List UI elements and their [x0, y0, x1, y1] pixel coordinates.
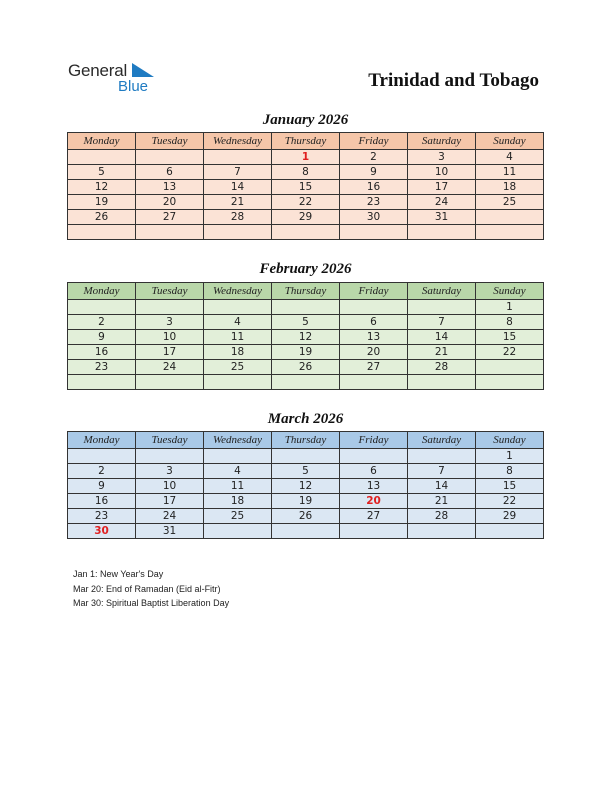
- day-cell: 23: [340, 195, 408, 210]
- day-cell: 20: [340, 345, 408, 360]
- weekday-header: Tuesday: [136, 283, 204, 300]
- week-row: [68, 300, 544, 315]
- day-cell: 11: [204, 479, 272, 494]
- empty-day-cell: [476, 210, 544, 225]
- day-cell: 10: [136, 330, 204, 345]
- empty-day-cell: [136, 225, 204, 240]
- country-title: Trinidad and Tobago: [368, 70, 539, 91]
- day-cell: 16: [340, 180, 408, 195]
- weekday-header: Saturday: [408, 283, 476, 300]
- empty-day-cell: [408, 524, 476, 539]
- empty-day-cell: [272, 449, 340, 464]
- weekday-header: Thursday: [272, 432, 340, 449]
- weekday-header: Monday: [68, 432, 136, 449]
- day-cell: 17: [136, 494, 204, 509]
- day-cell: 24: [136, 360, 204, 375]
- day-cell: 7: [408, 464, 476, 479]
- weekday-header-row: [68, 432, 544, 449]
- weekday-header: Tuesday: [136, 133, 204, 150]
- logo-blue-text: Blue: [118, 78, 149, 95]
- day-cell: 20: [136, 195, 204, 210]
- day-cell: 16: [68, 345, 136, 360]
- weekday-header: Wednesday: [204, 432, 272, 449]
- empty-day-cell: [408, 375, 476, 390]
- day-cell: 19: [272, 494, 340, 509]
- empty-day-cell: [204, 225, 272, 240]
- day-cell: 27: [340, 360, 408, 375]
- weekday-header: Thursday: [272, 133, 340, 150]
- week-row: [68, 165, 544, 180]
- day-cell: 18: [476, 180, 544, 195]
- weekday-header: Saturday: [408, 432, 476, 449]
- day-cell: 21: [408, 345, 476, 360]
- week-row: [68, 479, 544, 494]
- day-cell: 21: [204, 195, 272, 210]
- day-cell: 1: [272, 150, 340, 165]
- day-cell: 23: [68, 509, 136, 524]
- day-cell: 9: [340, 165, 408, 180]
- day-cell: 26: [68, 210, 136, 225]
- day-cell: 4: [204, 464, 272, 479]
- empty-day-cell: [204, 150, 272, 165]
- week-row: [68, 195, 544, 210]
- day-cell: 11: [476, 165, 544, 180]
- empty-day-cell: [204, 449, 272, 464]
- month-title-january: January 2026: [262, 112, 349, 128]
- week-row: [68, 360, 544, 375]
- weekday-header: Monday: [68, 133, 136, 150]
- empty-day-cell: [408, 449, 476, 464]
- day-cell: 31: [408, 210, 476, 225]
- day-cell: 1: [476, 300, 544, 315]
- day-cell: 3: [136, 315, 204, 330]
- day-cell: 19: [272, 345, 340, 360]
- day-cell: 29: [272, 210, 340, 225]
- empty-day-cell: [476, 524, 544, 539]
- empty-day-cell: [136, 150, 204, 165]
- week-row: [68, 449, 544, 464]
- week-row: [68, 509, 544, 524]
- holiday-notes: [73, 567, 229, 611]
- empty-day-cell: [68, 375, 136, 390]
- day-cell: 14: [408, 330, 476, 345]
- empty-day-cell: [136, 375, 204, 390]
- day-cell: 8: [272, 165, 340, 180]
- week-row: [68, 494, 544, 509]
- empty-day-cell: [136, 300, 204, 315]
- week-row: [68, 150, 544, 165]
- day-cell: 21: [408, 494, 476, 509]
- day-cell: 1: [476, 449, 544, 464]
- day-cell: 2: [68, 464, 136, 479]
- day-cell: 8: [476, 464, 544, 479]
- day-cell: 25: [476, 195, 544, 210]
- week-row: [68, 315, 544, 330]
- day-cell: 26: [272, 360, 340, 375]
- day-cell: 25: [204, 509, 272, 524]
- weekday-header-row: [68, 133, 544, 150]
- calendar-march: [67, 431, 544, 539]
- empty-day-cell: [204, 300, 272, 315]
- empty-day-cell: [68, 225, 136, 240]
- day-cell: 5: [272, 464, 340, 479]
- day-cell: 13: [340, 330, 408, 345]
- logo-triangle-icon: [132, 63, 154, 77]
- empty-day-cell: [272, 375, 340, 390]
- weekday-header: Wednesday: [204, 133, 272, 150]
- day-cell: 16: [68, 494, 136, 509]
- weekday-header-row: [68, 283, 544, 300]
- day-cell: 15: [476, 479, 544, 494]
- empty-day-cell: [408, 300, 476, 315]
- holiday-note: Jan 1: New Year's Day: [73, 569, 164, 579]
- day-cell: 2: [68, 315, 136, 330]
- day-cell: 11: [204, 330, 272, 345]
- day-cell: 27: [340, 509, 408, 524]
- day-cell: 18: [204, 345, 272, 360]
- day-cell: 6: [136, 165, 204, 180]
- day-cell: 3: [136, 464, 204, 479]
- empty-day-cell: [68, 300, 136, 315]
- day-cell: 4: [204, 315, 272, 330]
- day-cell: 22: [476, 345, 544, 360]
- day-cell: 17: [136, 345, 204, 360]
- day-cell: 8: [476, 315, 544, 330]
- week-row: [68, 345, 544, 360]
- day-cell: 12: [272, 330, 340, 345]
- day-cell: 22: [476, 494, 544, 509]
- day-cell: 12: [272, 479, 340, 494]
- day-cell: 13: [340, 479, 408, 494]
- day-cell: 13: [136, 180, 204, 195]
- day-cell: 17: [408, 180, 476, 195]
- week-row: [68, 210, 544, 225]
- day-cell: 7: [408, 315, 476, 330]
- empty-day-cell: [340, 449, 408, 464]
- day-cell: 24: [136, 509, 204, 524]
- empty-day-cell: [340, 375, 408, 390]
- weekday-header: Friday: [340, 133, 408, 150]
- day-cell: 27: [136, 210, 204, 225]
- empty-day-cell: [476, 225, 544, 240]
- day-cell: 28: [408, 360, 476, 375]
- day-cell: 26: [272, 509, 340, 524]
- day-cell: 6: [340, 315, 408, 330]
- week-row: [68, 524, 544, 539]
- day-cell: 12: [68, 180, 136, 195]
- day-cell: 30: [68, 524, 136, 539]
- day-cell: 19: [68, 195, 136, 210]
- weekday-header: Sunday: [476, 133, 544, 150]
- empty-day-cell: [272, 225, 340, 240]
- empty-day-cell: [408, 225, 476, 240]
- weekday-header: Sunday: [476, 432, 544, 449]
- empty-day-cell: [272, 524, 340, 539]
- day-cell: 5: [272, 315, 340, 330]
- week-row: [68, 464, 544, 479]
- day-cell: 20: [340, 494, 408, 509]
- day-cell: 7: [204, 165, 272, 180]
- day-cell: 31: [136, 524, 204, 539]
- weekday-header: Saturday: [408, 133, 476, 150]
- weekday-header: Thursday: [272, 283, 340, 300]
- day-cell: 4: [476, 150, 544, 165]
- weekday-header: Tuesday: [136, 432, 204, 449]
- weekday-header: Sunday: [476, 283, 544, 300]
- weekday-header: Friday: [340, 432, 408, 449]
- holiday-note: Mar 30: Spiritual Baptist Liberation Day: [73, 598, 230, 608]
- week-row: [68, 180, 544, 195]
- day-cell: 2: [340, 150, 408, 165]
- week-row: [68, 225, 544, 240]
- weekday-header: Monday: [68, 283, 136, 300]
- day-cell: 24: [408, 195, 476, 210]
- empty-day-cell: [68, 150, 136, 165]
- empty-day-cell: [340, 524, 408, 539]
- calendar-january: [67, 132, 544, 240]
- day-cell: 23: [68, 360, 136, 375]
- empty-day-cell: [476, 360, 544, 375]
- day-cell: 10: [136, 479, 204, 494]
- holiday-note: Mar 20: End of Ramadan (Eid al-Fitr): [73, 583, 221, 594]
- week-row: [68, 330, 544, 345]
- day-cell: 15: [272, 180, 340, 195]
- day-cell: 28: [408, 509, 476, 524]
- empty-day-cell: [136, 449, 204, 464]
- generalblue-logo: [68, 61, 168, 95]
- day-cell: 25: [204, 360, 272, 375]
- empty-day-cell: [340, 300, 408, 315]
- logo-general-text: General: [68, 61, 128, 80]
- day-cell: 6: [340, 464, 408, 479]
- day-cell: 18: [204, 494, 272, 509]
- empty-day-cell: [204, 375, 272, 390]
- weekday-header: Wednesday: [204, 283, 272, 300]
- weekday-header: Friday: [340, 283, 408, 300]
- day-cell: 9: [68, 330, 136, 345]
- empty-day-cell: [476, 375, 544, 390]
- month-title-february: February 2026: [259, 261, 352, 277]
- day-cell: 14: [408, 479, 476, 494]
- day-cell: 10: [408, 165, 476, 180]
- empty-day-cell: [272, 300, 340, 315]
- empty-day-cell: [340, 225, 408, 240]
- day-cell: 28: [204, 210, 272, 225]
- empty-day-cell: [68, 449, 136, 464]
- month-title-march: March 2026: [267, 411, 344, 427]
- day-cell: 30: [340, 210, 408, 225]
- day-cell: 15: [476, 330, 544, 345]
- day-cell: 9: [68, 479, 136, 494]
- day-cell: 5: [68, 165, 136, 180]
- empty-day-cell: [204, 524, 272, 539]
- calendar-february: [67, 282, 544, 390]
- week-row: [68, 375, 544, 390]
- day-cell: 29: [476, 509, 544, 524]
- day-cell: 14: [204, 180, 272, 195]
- day-cell: 22: [272, 195, 340, 210]
- day-cell: 3: [408, 150, 476, 165]
